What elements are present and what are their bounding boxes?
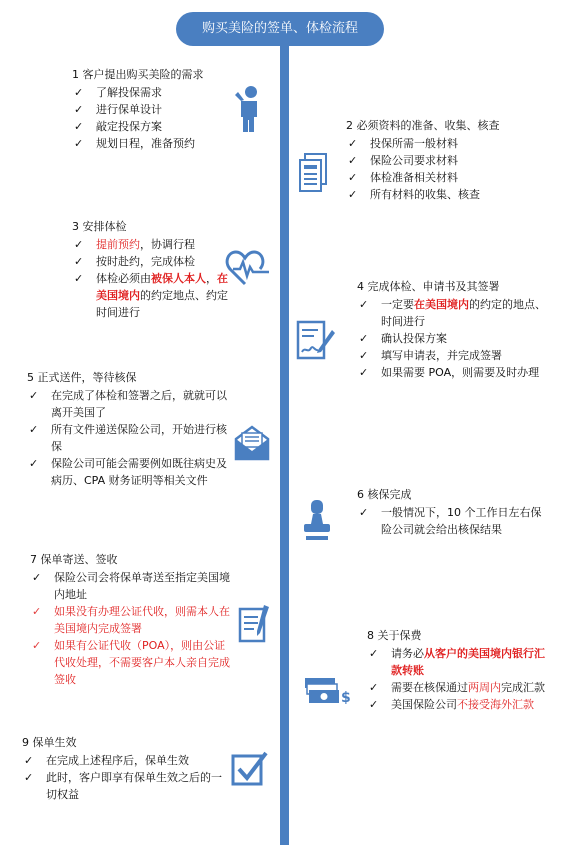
step-title: 8 关于保费 <box>367 629 422 642</box>
item-text: 敲定投保方案 <box>96 120 162 133</box>
step-title: 2 必须资料的准备、收集、核查 <box>346 119 500 132</box>
policy-pen-icon <box>238 603 272 645</box>
checklist-item <box>72 84 232 101</box>
checklist-item <box>27 455 232 489</box>
step-items <box>357 296 547 381</box>
step-3 <box>72 218 232 321</box>
checklist-item <box>72 253 232 270</box>
item-text: 按时赴约，完成体检 <box>96 255 195 268</box>
step-title: 9 保单生效 <box>22 736 77 749</box>
item-text: 美国保险公司 <box>391 698 457 711</box>
step-title: 7 保单寄送、签收 <box>30 553 118 566</box>
item-text: 此时，客户即享有保单生效之后的一切权益 <box>46 771 222 801</box>
item-text: 提前预约 <box>96 238 140 251</box>
documents-icon <box>298 153 328 193</box>
item-text: 在美国境内 <box>96 272 228 302</box>
checklist-item <box>30 569 232 603</box>
item-text: 在完成上述程序后，保单生效 <box>46 754 189 767</box>
checkbox-icon <box>230 750 268 788</box>
check-icon: ✓ <box>359 366 369 379</box>
item-text: 从客户的美国境内银行汇款转账 <box>391 647 545 677</box>
item-text: ， <box>206 272 217 285</box>
item-text: 体检必须由 <box>96 272 151 285</box>
check-icon: ✓ <box>348 137 358 150</box>
check-icon: ✓ <box>32 571 42 584</box>
item-text: 一般情况下，10 个工作日左右保险公司就会给出核保结果 <box>381 506 542 536</box>
item-text: 被保人本人 <box>151 272 206 285</box>
step-title: 1 客户提出购买美险的需求 <box>72 68 204 81</box>
checklist-item <box>72 270 232 321</box>
checklist-item <box>346 186 546 203</box>
check-icon: ✓ <box>74 120 84 133</box>
checklist-item <box>367 645 547 679</box>
check-icon: ✓ <box>29 389 39 402</box>
item-text: 在完成了体检和签署之后，就就可以离开美国了 <box>51 389 227 419</box>
checklist-item <box>367 679 547 696</box>
item-text: 所有文件递送保险公司，开始进行核保 <box>51 423 227 453</box>
check-icon: ✓ <box>369 681 379 694</box>
item-text: 保险公司会将保单寄送至指定美国境内地址 <box>54 571 230 601</box>
check-icon: ✓ <box>24 771 34 784</box>
checklist-item <box>72 101 232 118</box>
step-items <box>22 752 232 803</box>
step-items <box>72 236 232 321</box>
check-icon: ✓ <box>359 506 369 519</box>
step-title: 3 安排体检 <box>72 220 127 233</box>
check-icon: ✓ <box>74 103 84 116</box>
svg-text:$: $ <box>341 690 351 706</box>
check-icon: ✓ <box>29 457 39 470</box>
checklist-item <box>367 696 547 713</box>
checklist-item <box>72 135 232 152</box>
item-text: 投保所需一般材料 <box>370 137 458 150</box>
item-text: 填写申请表，并完成签署 <box>381 349 502 362</box>
checklist-item <box>27 387 232 421</box>
item-text: 进行保单设计 <box>96 103 162 116</box>
checklist-item <box>357 330 547 347</box>
check-icon: ✓ <box>74 238 84 251</box>
check-icon: ✓ <box>369 698 379 711</box>
item-text: 一定要 <box>381 298 414 311</box>
item-text: 的约定地点、约定时间进行 <box>96 289 228 319</box>
checklist-item <box>346 169 546 186</box>
check-icon: ✓ <box>359 349 369 362</box>
checklist-item <box>30 637 232 688</box>
item-text: 保险公司可能会需要例如既往病史及病历、CPA 财务证明等相关文件 <box>51 457 227 487</box>
item-text: 的约定的地点、时间进行 <box>381 298 546 328</box>
step-2 <box>346 117 546 203</box>
step-title: 6 核保完成 <box>357 488 412 501</box>
step-title: 4 完成体检、申请书及其签署 <box>357 280 500 293</box>
check-icon: ✓ <box>29 423 39 436</box>
heartbeat-icon <box>225 248 271 288</box>
item-text: ，协调行程 <box>140 238 195 251</box>
item-text: 了解投保需求 <box>96 86 162 99</box>
step-8 <box>367 627 547 713</box>
item-text: 保险公司要求材料 <box>370 154 458 167</box>
checklist-item <box>357 296 547 330</box>
check-icon: ✓ <box>369 647 379 660</box>
check-icon: ✓ <box>32 639 42 652</box>
item-text: 请务必 <box>391 647 424 660</box>
step-items <box>72 84 232 152</box>
item-text: 两周内 <box>468 681 501 694</box>
checklist-item <box>27 421 232 455</box>
title-banner: 购买美险的签单、体检流程 <box>176 12 384 46</box>
step-items <box>367 645 547 713</box>
item-text: 规划日程，准备预约 <box>96 137 195 150</box>
item-text: 体检准备相关材料 <box>370 171 458 184</box>
item-text: 需要在核保通过 <box>391 681 468 694</box>
checklist-item <box>72 118 232 135</box>
checklist-item <box>22 769 232 803</box>
checklist-item <box>346 152 546 169</box>
sign-document-icon <box>296 320 336 362</box>
item-text: 完成汇款 <box>501 681 545 694</box>
item-text: 如果没有办理公证代收，则需本人在美国境内完成签署 <box>54 605 230 635</box>
check-icon: ✓ <box>359 332 369 345</box>
checklist-item <box>357 504 547 538</box>
step-7 <box>30 551 232 688</box>
item-text: 不接受海外汇款 <box>457 698 534 711</box>
check-icon: ✓ <box>348 154 358 167</box>
checklist-item <box>346 135 546 152</box>
checklist-item <box>357 347 547 364</box>
check-icon: ✓ <box>74 272 84 285</box>
step-items <box>346 135 546 203</box>
item-text: 如果需要 POA，则需要及时办理 <box>381 366 540 379</box>
step-6 <box>357 486 547 538</box>
step-9 <box>22 734 232 803</box>
check-icon: ✓ <box>359 298 369 311</box>
check-icon: ✓ <box>74 86 84 99</box>
checklist-item <box>30 603 232 637</box>
step-5 <box>27 369 232 489</box>
item-text: 在美国境内 <box>414 298 469 311</box>
step-items <box>27 387 232 489</box>
step-1 <box>72 66 232 152</box>
stamp-icon <box>302 498 332 544</box>
checklist-item <box>72 236 232 253</box>
check-icon: ✓ <box>348 171 358 184</box>
check-icon: ✓ <box>74 137 84 150</box>
step-title: 5 正式送件，等待核保 <box>27 371 137 384</box>
check-icon: ✓ <box>24 754 34 767</box>
check-icon: ✓ <box>32 605 42 618</box>
step-4 <box>357 278 547 381</box>
item-text: 确认投保方案 <box>381 332 447 345</box>
item-text: 所有材料的收集、核查 <box>370 188 480 201</box>
checklist-item <box>357 364 547 381</box>
check-icon: ✓ <box>348 188 358 201</box>
checklist-item <box>22 752 232 769</box>
step-items <box>357 504 547 538</box>
person-thinking-icon <box>232 85 262 133</box>
timeline-axis <box>280 44 289 845</box>
envelope-icon <box>234 425 270 461</box>
item-text: 如果有公证代收（POA），则由公证代收处理，不需要客户本人亲自完成签收 <box>54 639 230 686</box>
money-icon <box>303 676 351 706</box>
step-items <box>30 569 232 688</box>
check-icon: ✓ <box>74 255 84 268</box>
